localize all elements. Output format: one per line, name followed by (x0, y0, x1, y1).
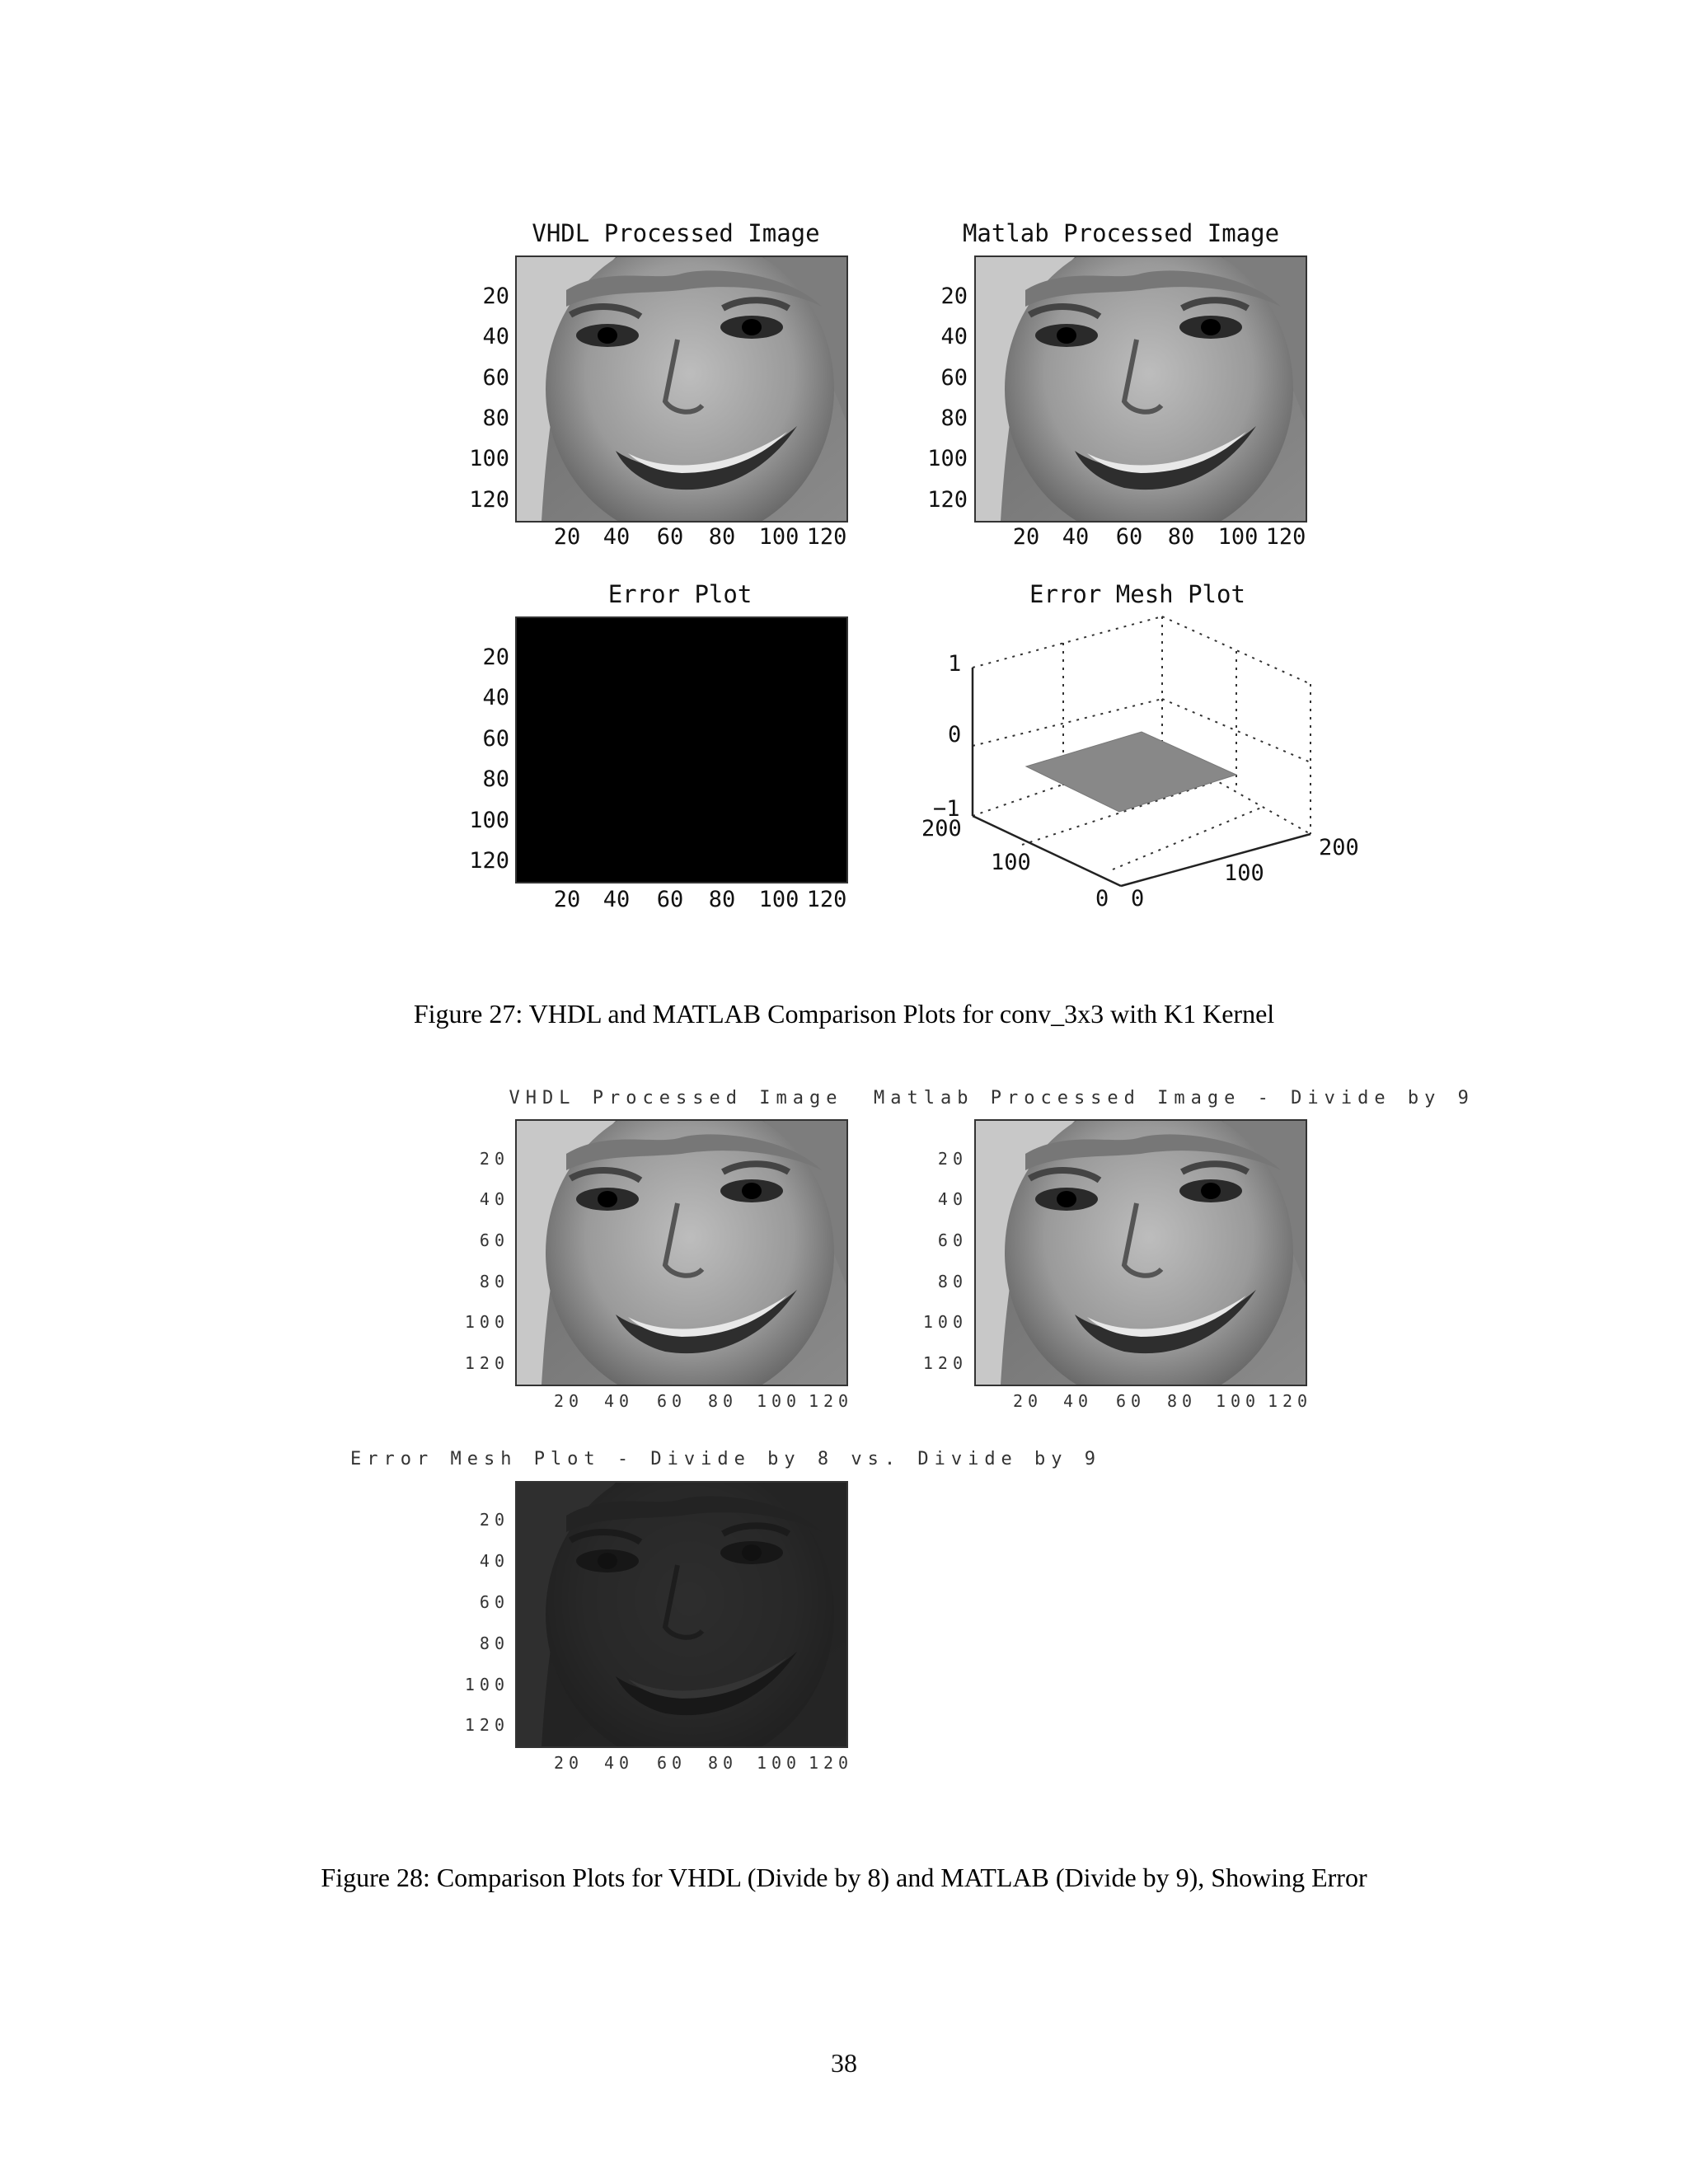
error-mesh-plot (907, 610, 1401, 923)
panel-title-error-mesh: Error Mesh Plot (1029, 580, 1245, 608)
panel-title-error: Error Plot (607, 580, 753, 608)
vhdl-processed-image (515, 1119, 848, 1386)
figure-27-caption: Figure 27: VHDL and MATLAB Comparison Plots for conv_3x3 with K1 Kernel (413, 999, 1275, 1029)
error-plot-image (515, 616, 848, 883)
matlab-processed-image (974, 1119, 1307, 1386)
panel-title-vhdl: VHDL Processed Image (509, 1088, 843, 1108)
panel-title-error-mesh: Error Mesh Plot - Divide by 8 vs. Divide by 9 (350, 1449, 1102, 1469)
page-number: 38 (831, 2048, 857, 2078)
figure-28-caption: Figure 28: Comparison Plots for VHDL (Divide by 8) and MATLAB (Divide by 9), Showing Error (321, 1863, 1367, 1892)
vhdl-processed-image (515, 255, 848, 523)
panel-title-matlab: Matlab Processed Image - Divide by 9 (874, 1088, 1475, 1108)
error-mesh-image (515, 1481, 848, 1748)
panel-title-matlab: Matlab Processed Image (962, 219, 1280, 247)
matlab-processed-image (974, 255, 1307, 523)
panel-title-vhdl: VHDL Processed Image (532, 219, 820, 247)
